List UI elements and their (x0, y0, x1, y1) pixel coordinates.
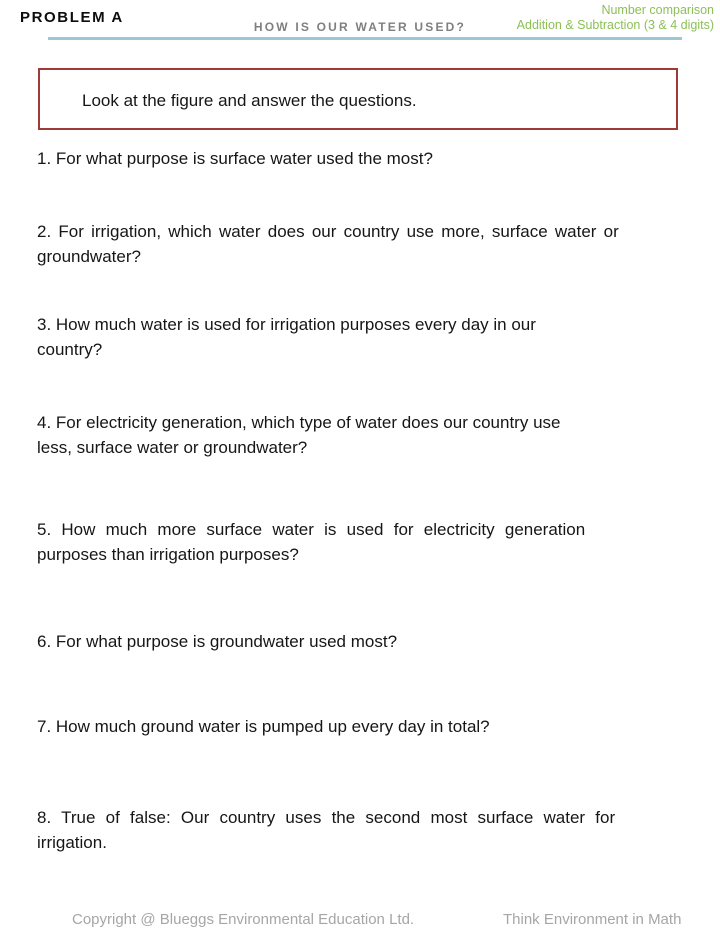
question-4 (37, 410, 687, 460)
question-line: 5. How much more surface water is used for electricity generation (37, 520, 586, 539)
question-line: country? (37, 340, 103, 359)
question-line: purposes than irrigation purposes? (37, 545, 299, 564)
question-line: 3. How much water is used for irrigation purposes every day in our (37, 315, 536, 334)
question-line: irrigation. (37, 833, 107, 852)
question-line: 6. For what purpose is groundwater used most? (37, 632, 398, 651)
question-5 (37, 517, 687, 567)
question-2 (37, 219, 687, 269)
footer-copyright: Copyright @ Blueggs Environmental Education Ltd. (72, 911, 415, 928)
question-line: less, surface water or groundwater? (37, 438, 308, 457)
question-line: groundwater? (37, 247, 141, 266)
instruction-text: Look at the figure and answer the questions. (82, 91, 417, 110)
topic-tags (517, 3, 714, 33)
question-1 (37, 146, 687, 171)
instruction-box (38, 68, 678, 130)
topic-line-addition-subtraction: Addition & Subtraction (3 & 4 digits) (516, 18, 714, 32)
worksheet-title: HOW IS OUR WATER USED? (253, 20, 467, 34)
question-7 (37, 714, 687, 739)
question-line: 1. For what purpose is surface water used the most? (37, 149, 433, 168)
footer-tagline: Think Environment in Math (503, 911, 682, 928)
question-line: 8. True of false: Our country uses the second most surface water for (37, 808, 616, 827)
question-3 (37, 312, 687, 362)
question-8 (37, 805, 687, 855)
problem-label: PROBLEM A (20, 9, 124, 26)
question-line: 4. For electricity generation, which type of water does our country use (37, 413, 561, 432)
question-line: 7. How much ground water is pumped up every day in total? (37, 717, 490, 736)
question-6 (37, 629, 687, 654)
question-line: 2. For irrigation, which water does our country use more, surface water or (37, 222, 619, 241)
topic-line-number-comparison: Number comparison (601, 3, 714, 17)
header-divider-rule (48, 37, 682, 40)
